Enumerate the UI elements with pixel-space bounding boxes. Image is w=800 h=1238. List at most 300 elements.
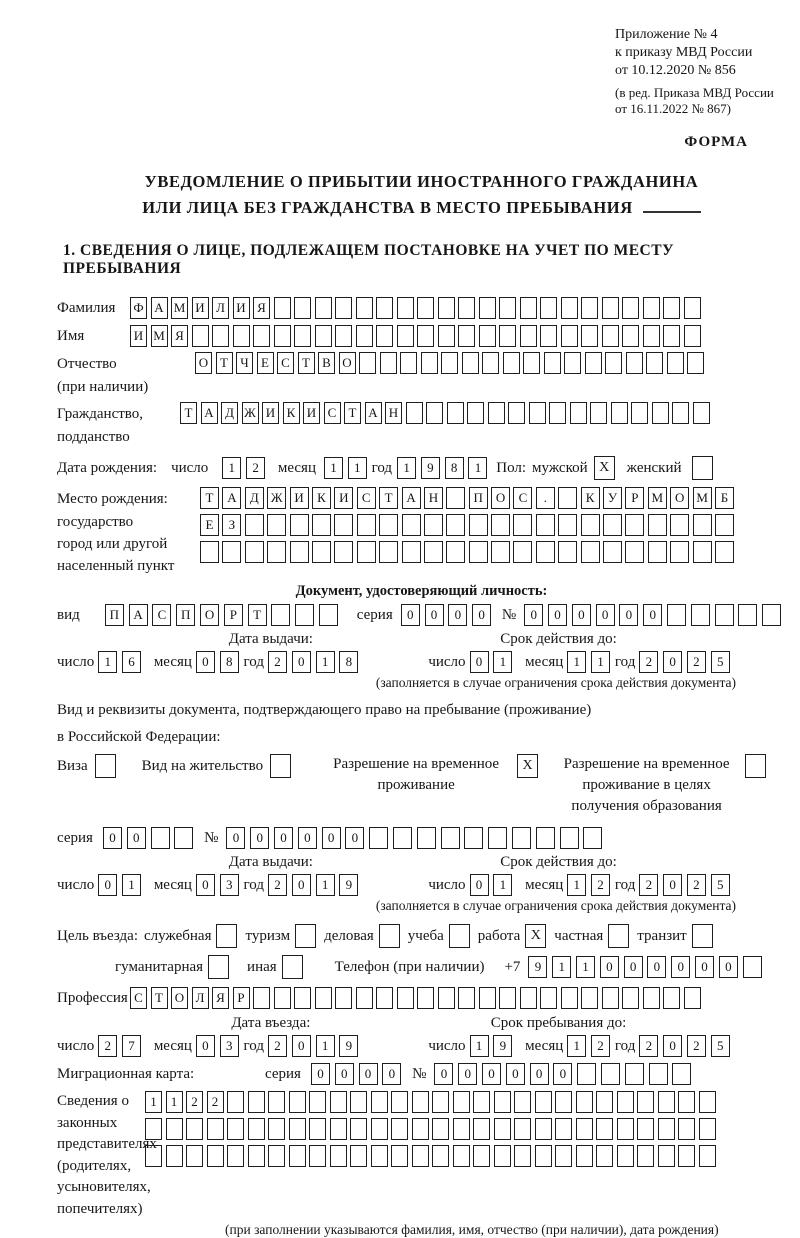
form-cell bbox=[596, 1118, 613, 1140]
form-cell bbox=[576, 1118, 593, 1140]
form-cell bbox=[743, 956, 762, 978]
form-cell: И bbox=[303, 402, 320, 424]
form-cell bbox=[581, 987, 598, 1009]
form-cell: П bbox=[105, 604, 124, 626]
form-cell bbox=[603, 514, 622, 536]
form-cell bbox=[145, 1118, 162, 1140]
form-cell bbox=[601, 1063, 620, 1085]
option-temp-residence-checkbox: X bbox=[517, 754, 538, 778]
form-cell bbox=[397, 987, 414, 1009]
header-subline: от 16.11.2022 № 867) bbox=[615, 101, 732, 117]
form-cell bbox=[625, 1063, 644, 1085]
residence-doc-series-row bbox=[57, 827, 786, 849]
form-cell bbox=[581, 541, 600, 563]
form-cell bbox=[350, 1091, 367, 1113]
migration-number-label: № bbox=[412, 1065, 427, 1082]
form-cell bbox=[622, 325, 639, 347]
form-cell: 2 bbox=[591, 874, 610, 896]
form-cell bbox=[248, 1118, 265, 1140]
form-cell: 0 bbox=[98, 874, 117, 896]
form-cell bbox=[540, 987, 557, 1009]
residence-number-label: № bbox=[204, 829, 219, 846]
form-cell: С bbox=[513, 487, 532, 509]
form-cell bbox=[330, 1118, 347, 1140]
month-label: месяц bbox=[153, 653, 192, 670]
form-cell: 0 bbox=[506, 1063, 525, 1085]
form-cell bbox=[499, 987, 516, 1009]
citizenship-row bbox=[57, 402, 786, 448]
purpose-private-label: частная bbox=[554, 927, 604, 944]
birth-month-boxes bbox=[324, 457, 372, 479]
form-cell: Т bbox=[248, 604, 267, 626]
form-cell bbox=[520, 987, 537, 1009]
year-label: год bbox=[243, 1037, 264, 1054]
form-cell bbox=[315, 297, 332, 319]
birth-place-boxes-3 bbox=[200, 541, 737, 563]
form-cell: 3 bbox=[220, 1035, 239, 1057]
form-cell bbox=[617, 1118, 634, 1140]
year-label: год bbox=[614, 1037, 636, 1054]
form-cell: 1 bbox=[552, 956, 571, 978]
representatives-boxes-3 bbox=[145, 1145, 719, 1167]
form-cell bbox=[446, 514, 465, 536]
form-cell bbox=[166, 1145, 183, 1167]
form-cell: 1 bbox=[468, 457, 487, 479]
form-cell bbox=[417, 325, 434, 347]
form-cell bbox=[558, 487, 577, 509]
form-cell bbox=[535, 1091, 552, 1113]
purpose-transit-label: транзит bbox=[637, 927, 687, 944]
form-cell bbox=[359, 352, 376, 374]
form-cell bbox=[558, 514, 577, 536]
form-cell bbox=[145, 1145, 162, 1167]
form-cell bbox=[186, 1145, 203, 1167]
form-cell bbox=[417, 297, 434, 319]
representatives-block bbox=[57, 1091, 786, 1220]
form-cell: Р bbox=[233, 987, 250, 1009]
purpose-study-label: учеба bbox=[407, 927, 444, 944]
option-visa-checkbox bbox=[95, 754, 116, 778]
form-cell: С bbox=[277, 352, 294, 374]
form-cell bbox=[494, 1091, 511, 1113]
form-cell: 0 bbox=[458, 1063, 477, 1085]
purpose-study-checkbox bbox=[449, 924, 470, 948]
form-cell bbox=[371, 1145, 388, 1167]
form-cell bbox=[294, 297, 311, 319]
form-cell: И bbox=[334, 487, 353, 509]
form-cell: Я bbox=[212, 987, 229, 1009]
form-cell bbox=[536, 514, 555, 536]
form-cell bbox=[617, 1145, 634, 1167]
form-cell bbox=[397, 297, 414, 319]
header-reference bbox=[615, 26, 786, 118]
form-cell bbox=[622, 987, 639, 1009]
purpose-transit-checkbox bbox=[692, 924, 713, 948]
identity-doc-heading: Документ, удостоверяющий личность: bbox=[295, 583, 548, 600]
month-label: месяц bbox=[277, 459, 316, 476]
form-cell: О bbox=[171, 987, 188, 1009]
form-cell bbox=[699, 1145, 716, 1167]
month-label: месяц bbox=[525, 653, 564, 670]
form-cell: М bbox=[693, 487, 712, 509]
form-cell bbox=[166, 1118, 183, 1140]
form-cell bbox=[603, 541, 622, 563]
form-cell bbox=[585, 352, 602, 374]
form-cell bbox=[561, 325, 578, 347]
birth-date-label: Дата рождения: bbox=[57, 459, 158, 476]
form-cell bbox=[462, 352, 479, 374]
purpose-transit bbox=[637, 924, 712, 948]
form-cell: 1 bbox=[567, 874, 586, 896]
form-cell bbox=[227, 1091, 244, 1113]
form-cell bbox=[432, 1091, 449, 1113]
form-cell bbox=[667, 604, 686, 626]
doc-series-boxes bbox=[401, 604, 496, 626]
form-cell bbox=[663, 987, 680, 1009]
form-cell bbox=[561, 987, 578, 1009]
form-cell: 1 bbox=[145, 1091, 162, 1113]
form-cell bbox=[357, 514, 376, 536]
birth-day-boxes bbox=[222, 457, 270, 479]
form-cell: 0 bbox=[695, 956, 714, 978]
form-cell: Д bbox=[245, 487, 264, 509]
residence-valid-year-boxes bbox=[639, 874, 734, 896]
form-cell: 0 bbox=[647, 956, 666, 978]
issue-day-boxes bbox=[98, 651, 146, 673]
title-line-2: ИЛИ ЛИЦА БЕЗ ГРАЖДАНСТВА В МЕСТО ПРЕБЫВАНИЯ bbox=[57, 195, 786, 221]
form-cell: 1 bbox=[122, 874, 141, 896]
form-cell: С bbox=[324, 402, 341, 424]
purpose-business-checkbox bbox=[379, 924, 400, 948]
form-cell bbox=[488, 402, 505, 424]
form-cell bbox=[274, 987, 291, 1009]
form-cell: 0 bbox=[311, 1063, 330, 1085]
form-cell bbox=[643, 987, 660, 1009]
form-cell bbox=[441, 352, 458, 374]
form-cell bbox=[295, 604, 314, 626]
form-cell: 9 bbox=[421, 457, 440, 479]
form-cell: Т bbox=[180, 402, 197, 424]
purpose-official bbox=[144, 924, 238, 948]
form-cell bbox=[334, 514, 353, 536]
form-cell: Я bbox=[171, 325, 188, 347]
form-cell: 9 bbox=[493, 1035, 512, 1057]
form-cell bbox=[248, 1145, 265, 1167]
form-cell: И bbox=[290, 487, 309, 509]
option-temp-residence-education bbox=[554, 754, 766, 817]
month-label: месяц bbox=[525, 1037, 564, 1054]
validity-note: (заполняется в случае ограничения срока действия документа) bbox=[375, 898, 736, 914]
form-cell bbox=[637, 1118, 654, 1140]
form-cell bbox=[670, 541, 689, 563]
form-cell bbox=[309, 1118, 326, 1140]
form-cell bbox=[535, 1118, 552, 1140]
form-cell bbox=[233, 325, 250, 347]
form-cell: Ж bbox=[267, 487, 286, 509]
form-cell bbox=[637, 1145, 654, 1167]
residence-issue-day-boxes bbox=[98, 874, 146, 896]
form-cell bbox=[684, 325, 701, 347]
form-cell bbox=[514, 1118, 531, 1140]
form-cell: 1 bbox=[567, 1035, 586, 1057]
form-cell bbox=[268, 1118, 285, 1140]
form-cell bbox=[393, 827, 412, 849]
form-cell bbox=[200, 541, 219, 563]
representatives-boxes-2 bbox=[145, 1118, 719, 1140]
form-cell: 0 bbox=[663, 1035, 682, 1057]
form-cell bbox=[514, 1145, 531, 1167]
form-cell: 8 bbox=[220, 651, 239, 673]
form-cell: 3 bbox=[220, 874, 239, 896]
form-cell: 0 bbox=[600, 956, 619, 978]
residence-doc-dates-row bbox=[57, 874, 786, 896]
form-cell bbox=[391, 1118, 408, 1140]
purpose-other-checkbox bbox=[282, 955, 303, 979]
profession-row bbox=[57, 986, 786, 1010]
form-cell: 0 bbox=[530, 1063, 549, 1085]
form-cell bbox=[268, 1145, 285, 1167]
migration-card-label: Миграционная карта: bbox=[57, 1065, 195, 1082]
form-cell: 2 bbox=[639, 1035, 658, 1057]
gender-male-label: мужской bbox=[532, 459, 588, 476]
form-cell bbox=[453, 1145, 470, 1167]
form-cell bbox=[570, 402, 587, 424]
form-cell bbox=[245, 514, 264, 536]
form-cell bbox=[441, 827, 460, 849]
form-cell: Т bbox=[344, 402, 361, 424]
valid-day-boxes bbox=[470, 651, 518, 673]
form-cell bbox=[294, 987, 311, 1009]
form-cell bbox=[523, 352, 540, 374]
form-cell bbox=[503, 352, 520, 374]
form-cell bbox=[469, 541, 488, 563]
form-cell: 2 bbox=[268, 874, 287, 896]
purpose-official-label: служебная bbox=[143, 927, 212, 944]
form-cell: 0 bbox=[292, 874, 311, 896]
form-cell bbox=[535, 1145, 552, 1167]
form-cell: Ф bbox=[130, 297, 147, 319]
form-cell bbox=[473, 1091, 490, 1113]
form-cell: 2 bbox=[687, 874, 706, 896]
form-cell bbox=[583, 827, 602, 849]
form-cell bbox=[376, 987, 393, 1009]
form-cell bbox=[672, 1063, 691, 1085]
profession-boxes bbox=[130, 987, 704, 1009]
form-cell bbox=[658, 1091, 675, 1113]
entry-year-boxes bbox=[268, 1035, 363, 1057]
form-cell: 0 bbox=[624, 956, 643, 978]
form-cell bbox=[453, 1118, 470, 1140]
form-cell bbox=[648, 541, 667, 563]
issue-month-boxes bbox=[196, 651, 244, 673]
form-cell: 0 bbox=[671, 956, 690, 978]
residence-valid-month-boxes bbox=[567, 874, 615, 896]
form-cell: 0 bbox=[250, 827, 269, 849]
form-cell bbox=[626, 352, 643, 374]
option-visa-label: Виза bbox=[57, 757, 88, 774]
form-cell bbox=[699, 1118, 716, 1140]
form-cell: А bbox=[222, 487, 241, 509]
form-cell: С bbox=[152, 604, 171, 626]
header-line: Приложение № 4 bbox=[615, 27, 718, 42]
form-cell: 0 bbox=[470, 651, 489, 673]
purpose-official-checkbox bbox=[216, 924, 237, 948]
surname-label: Фамилия bbox=[57, 300, 116, 317]
form-cell bbox=[290, 541, 309, 563]
purpose-tourism-label: туризм bbox=[245, 927, 291, 944]
day-label: число bbox=[171, 459, 209, 476]
purpose-tourism bbox=[245, 924, 316, 948]
form-cell: 2 bbox=[591, 1035, 610, 1057]
form-cell bbox=[227, 1145, 244, 1167]
form-cell: 0 bbox=[663, 874, 682, 896]
form-cell: И bbox=[262, 402, 279, 424]
form-cell bbox=[637, 1091, 654, 1113]
form-cell: Е bbox=[257, 352, 274, 374]
form-cell: О bbox=[339, 352, 356, 374]
day-label: число bbox=[428, 653, 466, 670]
form-cell bbox=[207, 1145, 224, 1167]
form-cell bbox=[330, 1145, 347, 1167]
form-cell: 0 bbox=[196, 651, 215, 673]
profession-label: Профессия bbox=[57, 990, 128, 1007]
form-cell bbox=[491, 541, 510, 563]
form-cell bbox=[402, 514, 421, 536]
doc-number-boxes bbox=[524, 604, 786, 626]
form-cell bbox=[212, 325, 229, 347]
purpose-private-checkbox bbox=[608, 924, 629, 948]
representatives-label-line: Сведения о bbox=[57, 1093, 129, 1110]
year-label: год bbox=[371, 459, 393, 476]
entry-purpose-label: Цель въезда: bbox=[57, 927, 138, 944]
form-cell bbox=[622, 297, 639, 319]
form-cell bbox=[222, 541, 241, 563]
form-cell bbox=[529, 402, 546, 424]
purpose-business bbox=[324, 924, 400, 948]
validity-note: (заполняется в случае ограничения срока действия документа) bbox=[375, 675, 736, 691]
month-label: месяц bbox=[153, 1037, 192, 1054]
form-cell: 0 bbox=[434, 1063, 453, 1085]
form-cell: 1 bbox=[576, 956, 595, 978]
purpose-humanitarian-checkbox bbox=[208, 955, 229, 979]
form-cell bbox=[670, 514, 689, 536]
form-cell bbox=[289, 1091, 306, 1113]
form-cell bbox=[315, 325, 332, 347]
year-label: год bbox=[243, 876, 264, 893]
form-cell bbox=[186, 1118, 203, 1140]
purpose-other-label: иная bbox=[247, 958, 277, 975]
form-cell bbox=[268, 1091, 285, 1113]
doc-kind-boxes bbox=[105, 604, 343, 626]
form-cell: 0 bbox=[572, 604, 591, 626]
identity-doc-kind-row bbox=[57, 604, 786, 626]
surname-row bbox=[57, 296, 786, 320]
form-cell: 2 bbox=[687, 1035, 706, 1057]
form-cell: 0 bbox=[643, 604, 662, 626]
form-cell bbox=[350, 1145, 367, 1167]
form-cell bbox=[417, 987, 434, 1009]
form-cell: 0 bbox=[298, 827, 317, 849]
form-cell bbox=[253, 987, 270, 1009]
form-cell: Т bbox=[151, 987, 168, 1009]
form-cell: 1 bbox=[567, 651, 586, 673]
form-cell: 1 bbox=[397, 457, 416, 479]
form-cell bbox=[421, 352, 438, 374]
form-cell bbox=[762, 604, 781, 626]
form-cell: 0 bbox=[470, 874, 489, 896]
form-cell bbox=[581, 325, 598, 347]
form-cell bbox=[576, 1145, 593, 1167]
form-cell bbox=[424, 514, 443, 536]
form-cell bbox=[605, 352, 622, 374]
residence-issue-month-boxes bbox=[196, 874, 244, 896]
form-cell: 1 bbox=[98, 651, 117, 673]
form-cell bbox=[602, 987, 619, 1009]
year-label: год bbox=[614, 653, 636, 670]
stay-month-boxes bbox=[567, 1035, 615, 1057]
form-cell: 2 bbox=[268, 1035, 287, 1057]
form-cell bbox=[379, 514, 398, 536]
form-cell: И bbox=[233, 297, 250, 319]
form-cell: Р bbox=[625, 487, 644, 509]
form-cell bbox=[667, 352, 684, 374]
form-cell: 9 bbox=[528, 956, 547, 978]
form-cell bbox=[412, 1091, 429, 1113]
form-cell bbox=[312, 514, 331, 536]
form-cell: С bbox=[357, 487, 376, 509]
issue-date-heading: Дата выдачи: bbox=[228, 854, 313, 871]
form-cell bbox=[458, 297, 475, 319]
form-cell: 1 bbox=[316, 1035, 335, 1057]
option-temp-residence-education-checkbox bbox=[745, 754, 766, 778]
form-cell bbox=[453, 1091, 470, 1113]
form-cell: 0 bbox=[401, 604, 420, 626]
form-cell bbox=[684, 297, 701, 319]
doc-series-label: серия bbox=[356, 606, 393, 623]
document-title bbox=[57, 169, 786, 220]
form-cell: А bbox=[201, 402, 218, 424]
form-cell: 0 bbox=[274, 827, 293, 849]
form-cell bbox=[687, 352, 704, 374]
form-cell bbox=[549, 402, 566, 424]
form-cell bbox=[432, 1145, 449, 1167]
purpose-tourism-checkbox bbox=[295, 924, 316, 948]
form-cell: О bbox=[491, 487, 510, 509]
month-label: месяц bbox=[153, 876, 192, 893]
form-cell bbox=[513, 541, 532, 563]
form-cell bbox=[602, 297, 619, 319]
form-cell: П bbox=[176, 604, 195, 626]
birth-date-row bbox=[57, 456, 786, 480]
form-cell: Л bbox=[212, 297, 229, 319]
phone-label: Телефон (при наличии) bbox=[334, 958, 485, 975]
entry-dates-row bbox=[57, 1035, 786, 1057]
form-cell bbox=[174, 827, 193, 849]
form-cell bbox=[491, 514, 510, 536]
form-cell bbox=[643, 297, 660, 319]
form-cell bbox=[648, 514, 667, 536]
form-cell bbox=[646, 352, 663, 374]
form-cell bbox=[561, 297, 578, 319]
form-cell bbox=[371, 1118, 388, 1140]
form-cell bbox=[684, 987, 701, 1009]
patronymic-sublabel: (при наличии) bbox=[57, 379, 149, 396]
form-cell: 2 bbox=[207, 1091, 224, 1113]
form-cell bbox=[643, 325, 660, 347]
form-cell bbox=[499, 297, 516, 319]
form-cell bbox=[151, 827, 170, 849]
form-cell: 1 bbox=[493, 874, 512, 896]
